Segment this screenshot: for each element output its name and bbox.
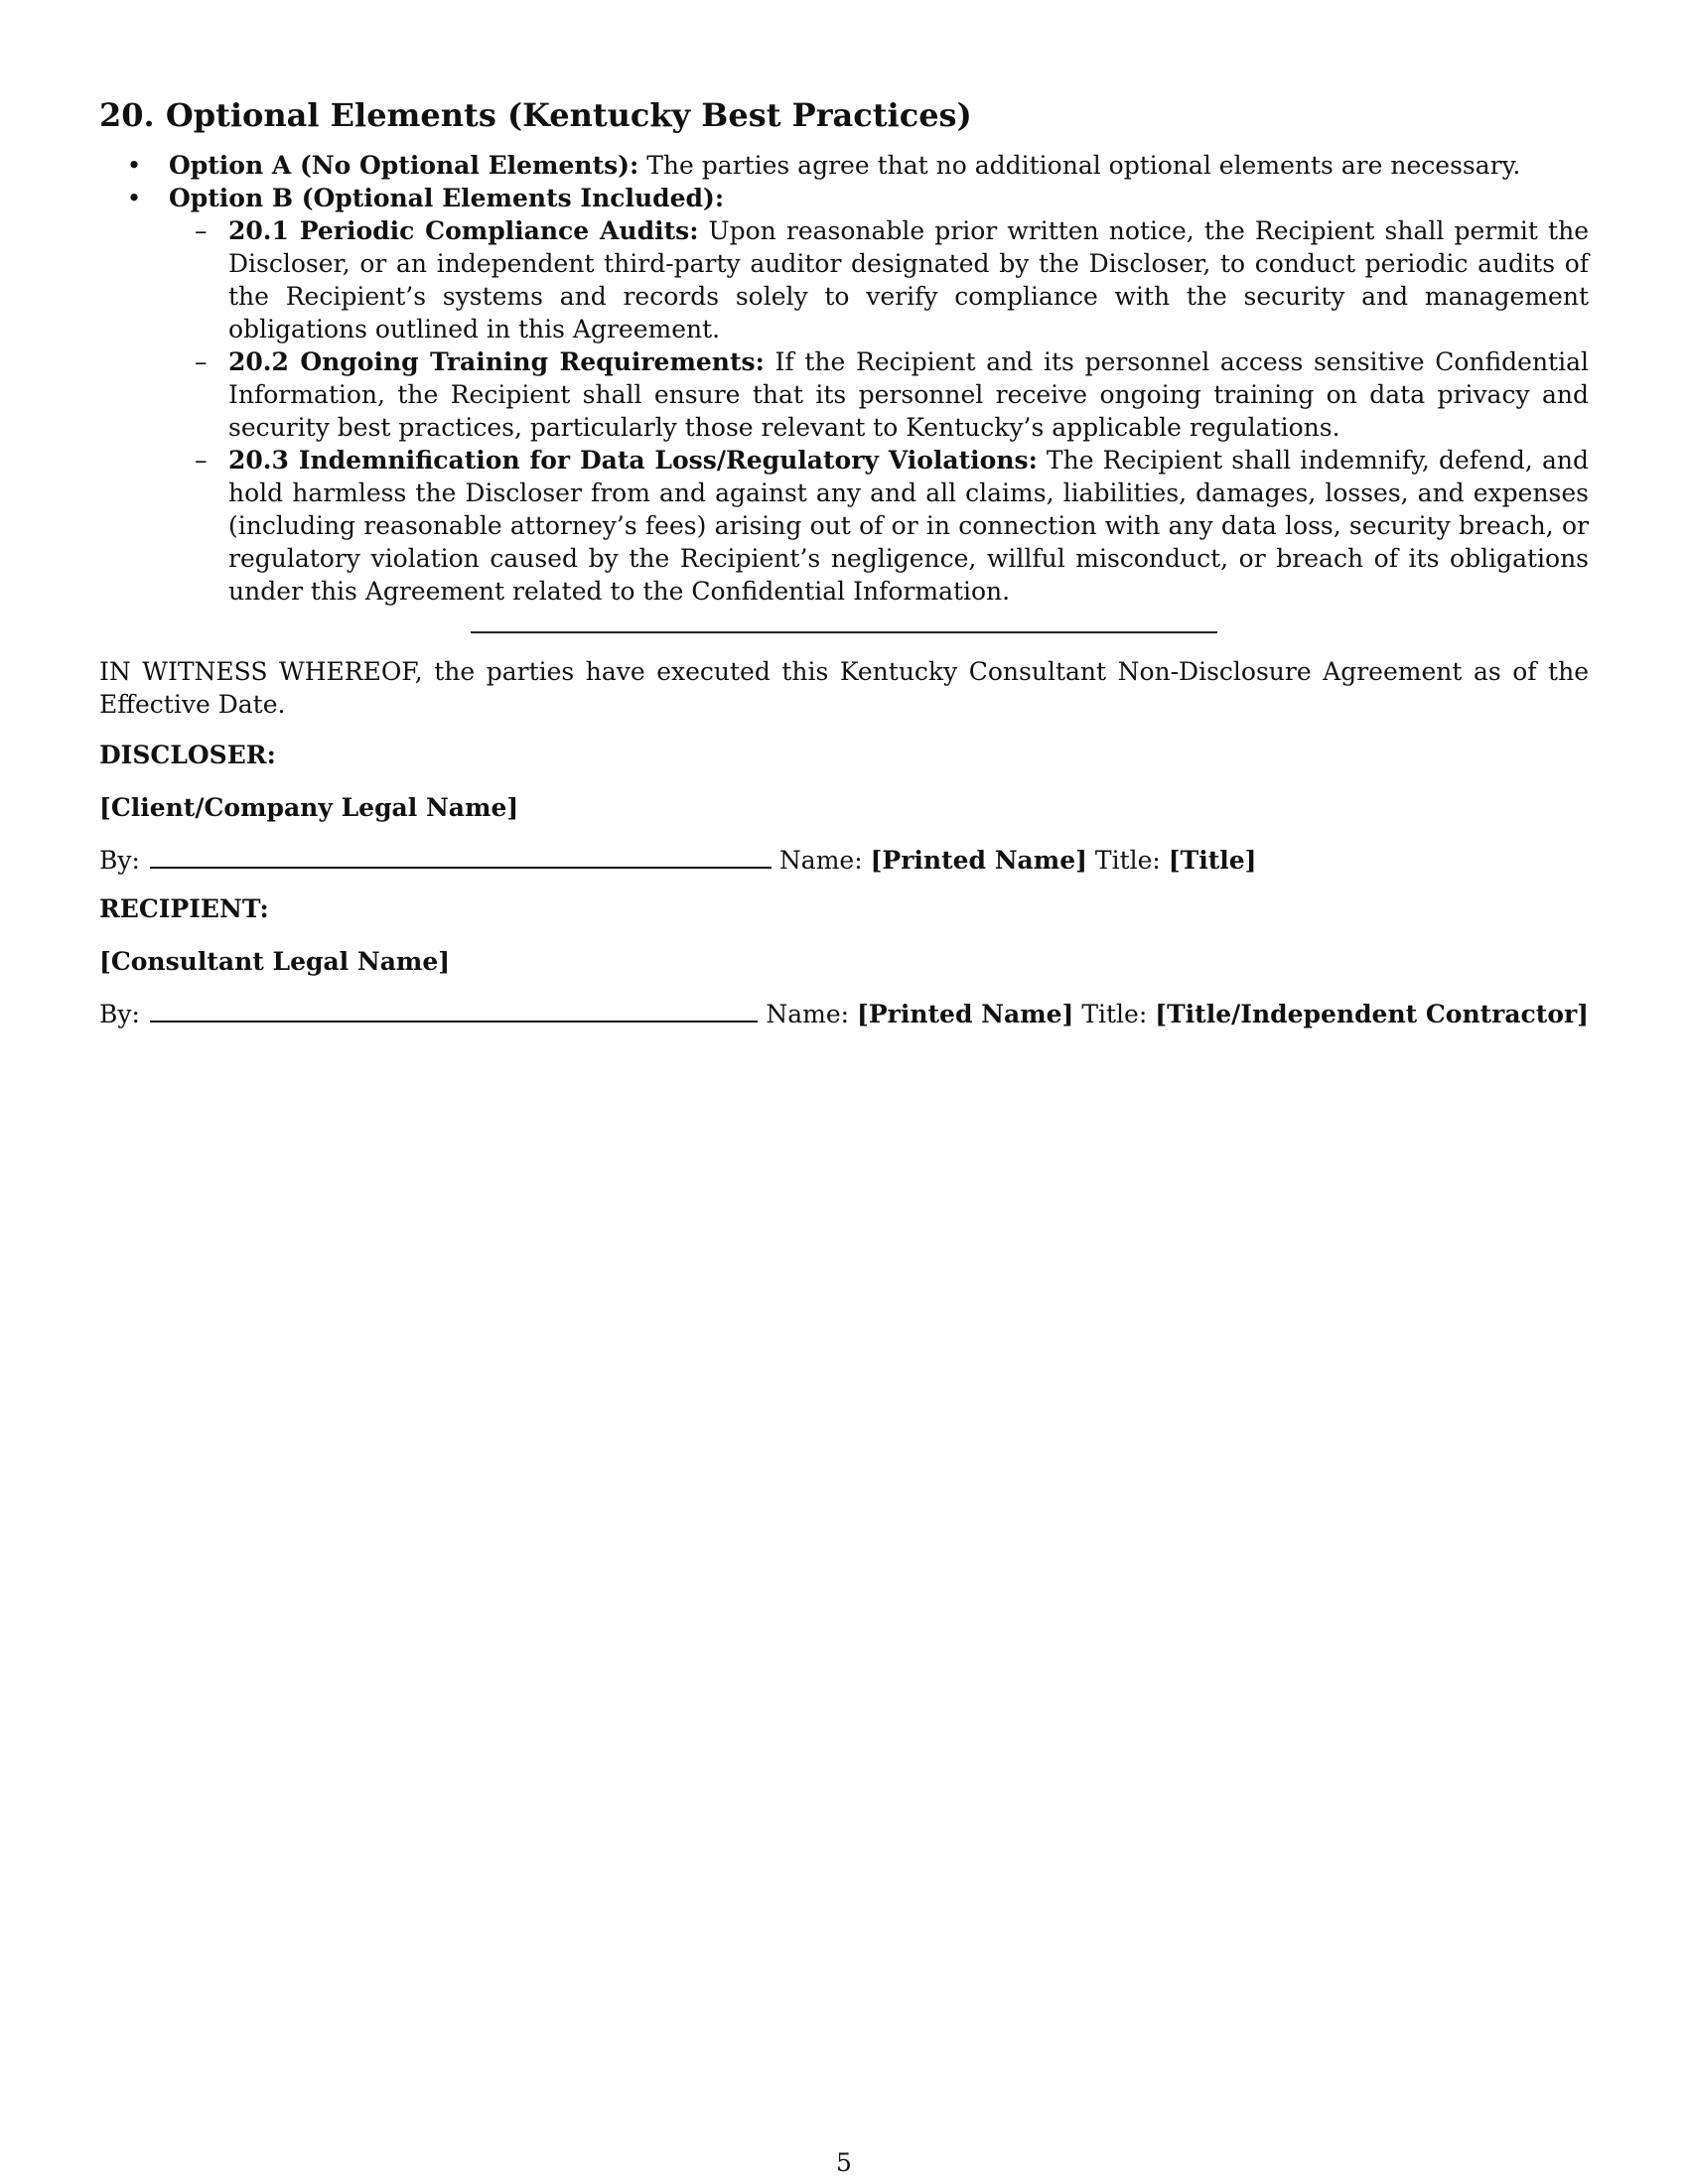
witness-paragraph: IN WITNESS WHEREOF, the parties have executed this Kentucky Consultant Non-Disclosure Agreement as of the Effective Date. [99,657,1589,719]
subitem-label: 20.3 Indemnification for Data Loss/Regulatory Violations: [228,446,1038,475]
discloser-signature-line [99,844,1589,877]
document-page [99,95,1589,1046]
recipient-entity: [Consultant Legal Name] [99,947,451,976]
option-b-label: Option B (Optional Elements Included): [169,184,725,212]
title-label: Title: [1081,1000,1148,1028]
by-label: By: [99,846,140,875]
title-value: [Title/Independent Contractor] [1155,1000,1589,1028]
subitem-label: 20.2 Ongoing Training Requirements: [228,347,765,376]
option-a-label: Option A (No Optional Elements): [169,151,639,180]
subitem-20-2 [195,345,1589,444]
subitem-text: Upon reasonable prior written notice, the Recipient shall permit the Discloser, or an independent third-party auditor designated by the Discloser, to conduct periodic audits of the Recipient’s systems and records solely to verify compliance with the security and management obligations outlined in this Agreement. [228,216,1590,343]
recipient-heading: RECIPIENT: [99,894,269,923]
name-value: [Printed Name] [857,1000,1074,1028]
recipient-signature-line [99,998,1589,1030]
bullet: • [126,151,142,180]
discloser-entity: [Client/Company Legal Name] [99,793,519,822]
option-a-text: The parties agree that no additional optional elements are necessary. [638,151,1521,180]
subitem-text: If the Recipient and its personnel access sensitive Confidential Information, the Recipient shall ensure that its personnel receive ongoing training on data privacy and security best practices, particularly those relevant to Kentucky’s applicable regulations. [228,347,1589,442]
by-label: By: [99,1000,140,1028]
title-label: Title: [1094,846,1161,875]
section-heading: 20. Optional Elements (Kentucky Best Practices) [99,96,972,134]
name-value: [Printed Name] [870,846,1087,875]
dash: – [195,347,208,376]
bullet: • [126,184,142,212]
subitem-text: The Recipient shall indemnify, defend, and hold harmless the Discloser from and against any and all claims, liabilities, damages, losses, and expenses (including reasonable attorney’s fees) arising out of or in connection with any data loss, security breach, or regulatory violation caused by the Recipient’s negligence, willful misconduct, or breach of its obligations under this Agreement related to the Confidential Information. [228,446,1589,606]
dash: – [195,216,208,245]
horizontal-divider [471,631,1217,633]
subitem-label: 20.1 Periodic Compliance Audits: [228,216,699,245]
option-a [99,149,1589,182]
option-b [99,182,1589,214]
dash: – [195,446,208,475]
subitem-20-1 [195,214,1589,345]
discloser-signature-blank[interactable] [150,866,772,869]
name-label: Name: [778,846,863,875]
name-label: Name: [766,1000,850,1028]
page-number: 5 [836,2148,852,2177]
recipient-signature-blank[interactable] [150,1020,758,1023]
subitem-20-3 [195,444,1589,608]
title-value: [Title] [1168,846,1257,875]
discloser-heading: DISCLOSER: [99,741,276,769]
